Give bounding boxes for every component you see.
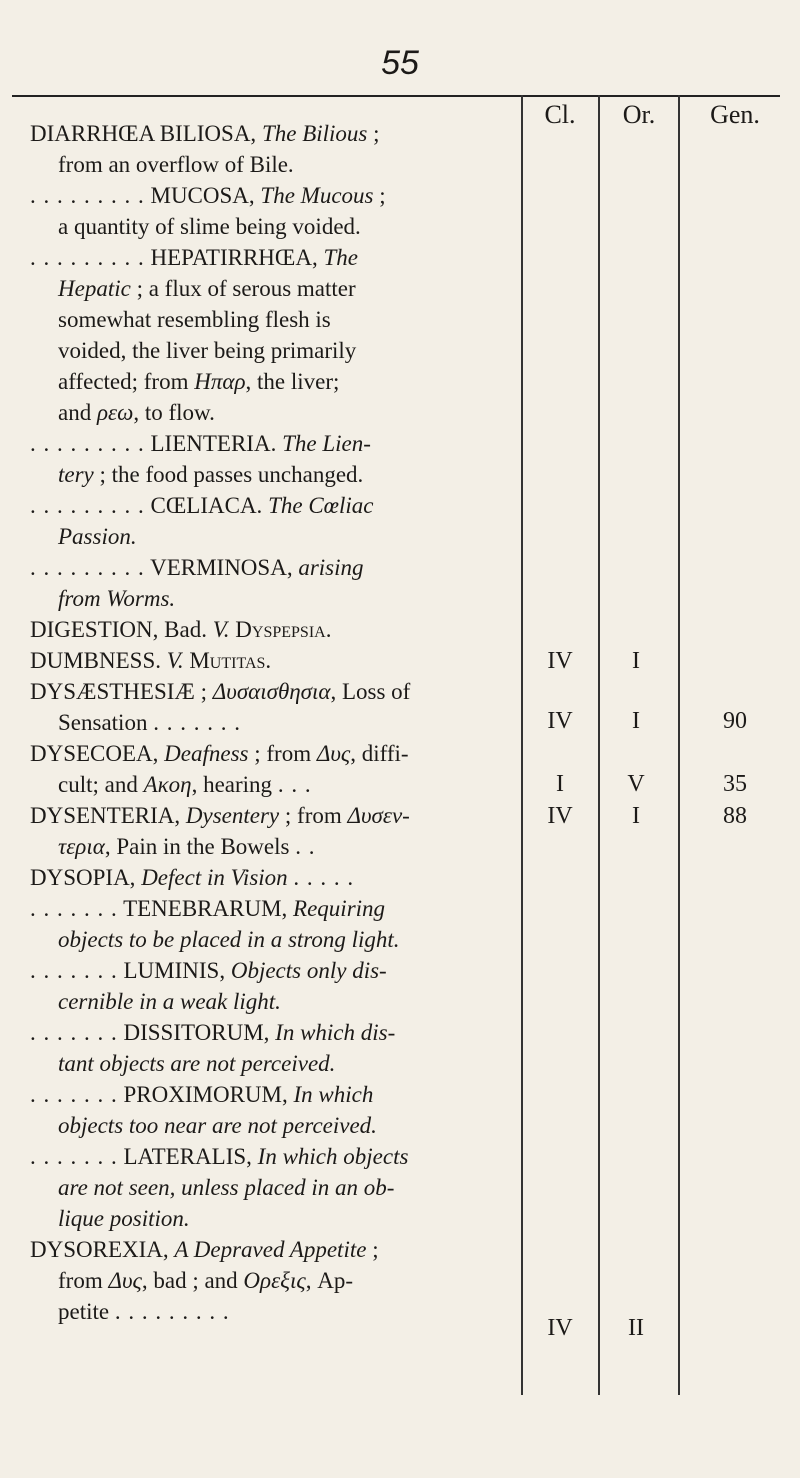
entry-mucosa: . . . . . . . . . MUCOSA, The Mucous ; a quantity of slime being voided. [30, 183, 386, 239]
gen-dysenteria: 35 [723, 771, 747, 797]
entry-dumbness: DUMBNESS. V. Mutitas. [30, 648, 272, 673]
or-dysenteria: V [627, 771, 645, 797]
cl-dysopia: IV [547, 803, 573, 829]
cl-dysecoea: IV [547, 708, 573, 734]
entry-dysopia: DYSOPIA, Defect in Vision . . . . . [30, 865, 355, 890]
or-dysorexia: II [628, 1315, 644, 1341]
entry-lienteria: . . . . . . . . . LIENTERIA. The Lien- tery ; the food passes unchanged. [30, 431, 371, 487]
entry-hepatirrhoea: . . . . . . . . . HEPATIRRHŒA, The Hepatic ; a flux of serous matter somewhat resembling flesh is voided, the liver being primarily affected; from Ηπαρ, the liver; and ρεω, to flow. [30, 245, 358, 425]
header-gen: Gen. [710, 100, 760, 129]
entry-dysecoea: DYSECOEA, Deafness ; from Δυς, diffi- cult; and Ακοη, hearing . . . [30, 741, 409, 797]
entry-dysorexia: DYSOREXIA, A Depraved Appetite ; from Δυς, bad ; and Ορεξις, Ap- petite . . . . . . . . . [30, 1237, 379, 1324]
entry-dysaesthesiae: DYSÆSTHESIÆ ; Δυσαισθησια, Loss of Sensation . . . . . . . [30, 679, 411, 735]
entry-proximorum: . . . . . . . PROXIMORUM, In which objects too near are not perceived. [30, 1082, 377, 1138]
entry-tenebrarum: . . . . . . . TENEBRARUM, Requiring objects to be placed in a strong light. [30, 896, 400, 952]
top-rule [12, 95, 780, 97]
or-dysaesthesiae: I [632, 648, 640, 674]
gen-dysopia: 88 [723, 803, 747, 829]
entry-verminosa: . . . . . . . . . VERMINOSA, arising from Worms. [30, 555, 364, 611]
page-number: 55 [381, 44, 419, 82]
column-divider-or [598, 95, 600, 1395]
entry-dissitorum: . . . . . . . DISSITORUM, In which dis- tant objects are not perceived. [30, 1020, 396, 1076]
cl-dysaesthesiae: IV [547, 648, 573, 674]
cl-dysenteria: I [556, 771, 564, 797]
column-divider-cl [521, 95, 523, 1395]
or-dysecoea: I [632, 708, 640, 734]
entry-diarrhoea-biliosa: DIARRHŒA BILIOSA, The Bilious ; from an overflow of Bile. [30, 121, 380, 177]
entry-luminis: . . . . . . . LUMINIS, Objects only dis- cernible in a weak light. [30, 958, 387, 1014]
entry-lateralis: . . . . . . . LATERALIS, In which objects are not seen, unless placed in an ob- lique position. [30, 1144, 409, 1231]
column-divider-gen [678, 95, 680, 1395]
header-cl: Cl. [544, 100, 576, 129]
entry-list [30, 118, 520, 1327]
header-or: Or. [622, 100, 656, 129]
entry-dysenteria: DYSENTERIA, Dysentery ; from Δυσεν- τερια, Pain in the Bowels . . [30, 803, 410, 859]
entry-coeliaca: . . . . . . . . . CŒLIACA. The Cœliac Passion. [30, 493, 374, 549]
or-dysopia: I [632, 803, 640, 829]
cl-dysorexia: IV [547, 1315, 573, 1341]
gen-dysecoea: 90 [723, 708, 747, 734]
entry-digestion: DIGESTION, Bad. V. Dyspepsia. [30, 617, 332, 642]
